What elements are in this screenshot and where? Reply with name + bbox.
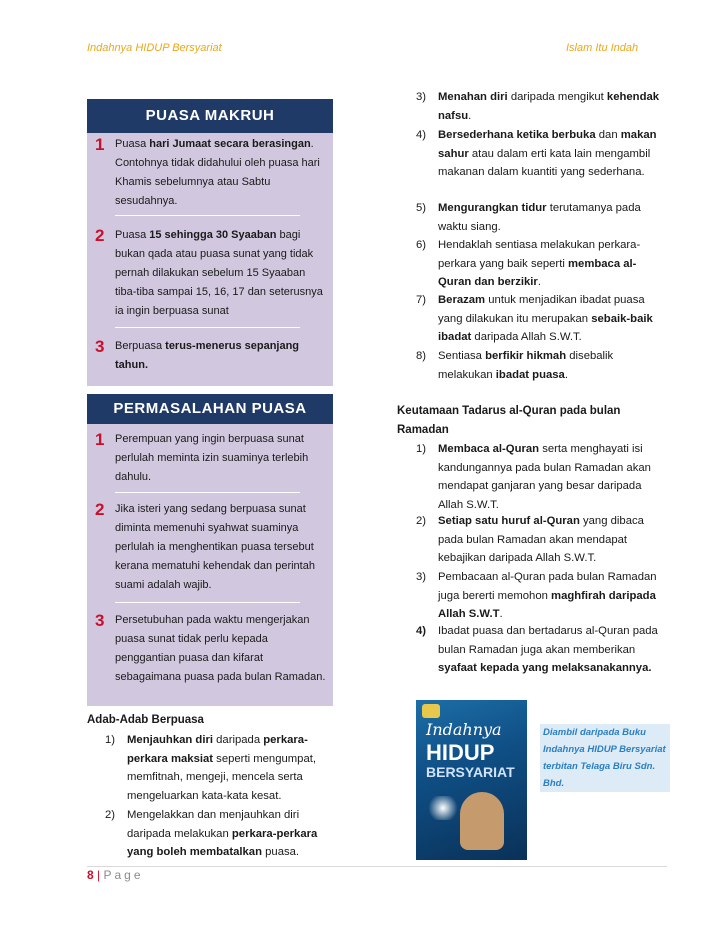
book-cover-image	[416, 700, 527, 860]
item-text: Puasa hari Jumaat secara berasingan. Contohnya tidak didahului oleh puasa hari Khamis sebelumnya atau Sabtu sesudahnya.	[115, 138, 320, 207]
item-number: 7)	[416, 294, 427, 306]
adab-section-title: Adab-Adab Berpuasa	[87, 714, 204, 726]
item-number: 3	[95, 337, 105, 356]
book-badge	[422, 704, 440, 718]
item-number: 4)	[416, 625, 427, 637]
book-caption: Diambil daripada Buku Indahnya HIDUP Bersyariat terbitan Telaga Biru Sdn. Bhd.	[540, 724, 670, 792]
item-number: 2)	[105, 809, 116, 821]
page-footer	[87, 868, 144, 882]
book-title-line2: HIDUP	[426, 740, 495, 765]
permasalahan-puasa-box	[87, 394, 333, 706]
item-number: 2	[95, 226, 105, 245]
item-text: Menahan diri daripada mengikut kehendak nafsu.	[438, 91, 660, 122]
glow-decoration	[426, 796, 460, 820]
item-number: 3)	[416, 91, 427, 103]
item-text: Setiap satu huruf al-Quran yang dibaca pada bulan Ramadan akan mendapat kebajikan daripada Allah S.W.T.	[438, 515, 644, 565]
item-number: 2	[95, 500, 105, 519]
item-text: Perempuan yang ingin berpuasa sunat perlulah meminta izin suaminya terlebih dahulu.	[115, 433, 309, 483]
puasa-makruh-box	[87, 99, 333, 386]
divider	[115, 327, 300, 328]
item-text: Berazam untuk menjadikan ibadat puasa yang dilakukan itu merupakan sebaik-baik ibadat daripada Allah S.W.T.	[438, 294, 653, 344]
page-label: Page	[103, 868, 144, 882]
item-text: Menjauhkan diri daripada perkara-perkara maksiat seperti mengumpat, memfitnah, mengeji, mencela serta mengeluarkan kata-kata kesat.	[127, 734, 317, 802]
item-text: Mengelakkan dan menjauhkan diri daripada melakukan perkara-perkara yang boleh membatalkan puasa.	[127, 809, 318, 859]
running-header-right: Islam Itu Indah	[566, 42, 639, 54]
item-text: Bersederhana ketika berbuka dan makan sahur atau dalam erti kata lain mengambil makanan dalam kuantiti yang sederhana.	[438, 129, 657, 179]
tadarus-section-title: Keutamaan Tadarus al-Quran pada bulan Ramadan	[397, 405, 621, 436]
item-number: 1	[95, 135, 105, 154]
item-text: Hendaklah sentiasa melakukan perkara-perkara yang baik seperti membaca al-Quran dan berzikir.	[438, 239, 641, 289]
item-number: 5)	[416, 202, 427, 214]
permasalahan-puasa-title: PERMASALAHAN PUASA	[87, 394, 333, 424]
book-title-line3: BERSYARIAT	[426, 764, 515, 780]
item-text: Sentiasa berfikir hikmah disebalik melakukan ibadat puasa.	[438, 350, 614, 381]
author-portrait	[460, 792, 504, 850]
item-number: 1	[95, 430, 105, 449]
item-number: 3)	[416, 571, 427, 583]
item-text: Persetubuhan pada waktu mengerjakan puasa sunat tidak perlu kepada penggantian puasa dan kifarat sebagaimana puasa pada bulan Ramadan.	[115, 614, 326, 683]
item-text: Ibadat puasa dan bertadarus al-Quran pada bulan Ramadan juga akan memberikan syafaat kepada yang melaksanakannya.	[438, 625, 658, 675]
item-number: 1)	[416, 443, 427, 455]
item-number: 3	[95, 611, 105, 630]
item-text: Pembacaan al-Quran pada bulan Ramadan juga bererti memohon maghfirah daripada Allah S.W.T.	[438, 571, 657, 621]
puasa-makruh-title: PUASA MAKRUH	[87, 99, 333, 133]
divider	[115, 492, 300, 493]
book-title-line1: Indahnya	[426, 720, 502, 739]
item-number: 2)	[416, 515, 427, 527]
item-text: Berpuasa terus-menerus sepanjang tahun.	[115, 340, 300, 371]
item-number: 4)	[416, 129, 427, 141]
running-header-left: Indahnya HIDUP Bersyariat	[87, 42, 222, 54]
item-text: Puasa 15 sehingga 30 Syaaban bagi bukan qada atau puasa sunat yang tidak pernah dilakukan sebelum 15 Syaaban tiba-tiba sampai 15, 16, 17 dan seterusnya ia ingin berpuasa sunat	[115, 229, 323, 317]
item-text: Membaca al-Quran serta menghayati isi kandungannya pada bulan Ramadan akan mendapat ganjaran yang besar daripada Allah S.W.T.	[438, 443, 651, 511]
item-text: Mengurangkan tidur terutamanya pada waktu siang.	[438, 202, 641, 233]
divider	[115, 602, 300, 603]
item-number: 6)	[416, 239, 427, 251]
page-number: 8	[87, 868, 94, 882]
footer-rule	[87, 866, 667, 867]
item-text: Jika isteri yang sedang berpuasa sunat diminta memenuhi syahwat suaminya perlulah ia menghentikan puasa tersebut kerana mematuhi kehendak dan perintah suami adalah wajib.	[115, 503, 315, 591]
item-number: 8)	[416, 350, 427, 362]
item-number: 1)	[105, 734, 116, 746]
footer-separator: |	[97, 868, 101, 882]
divider	[115, 215, 300, 216]
